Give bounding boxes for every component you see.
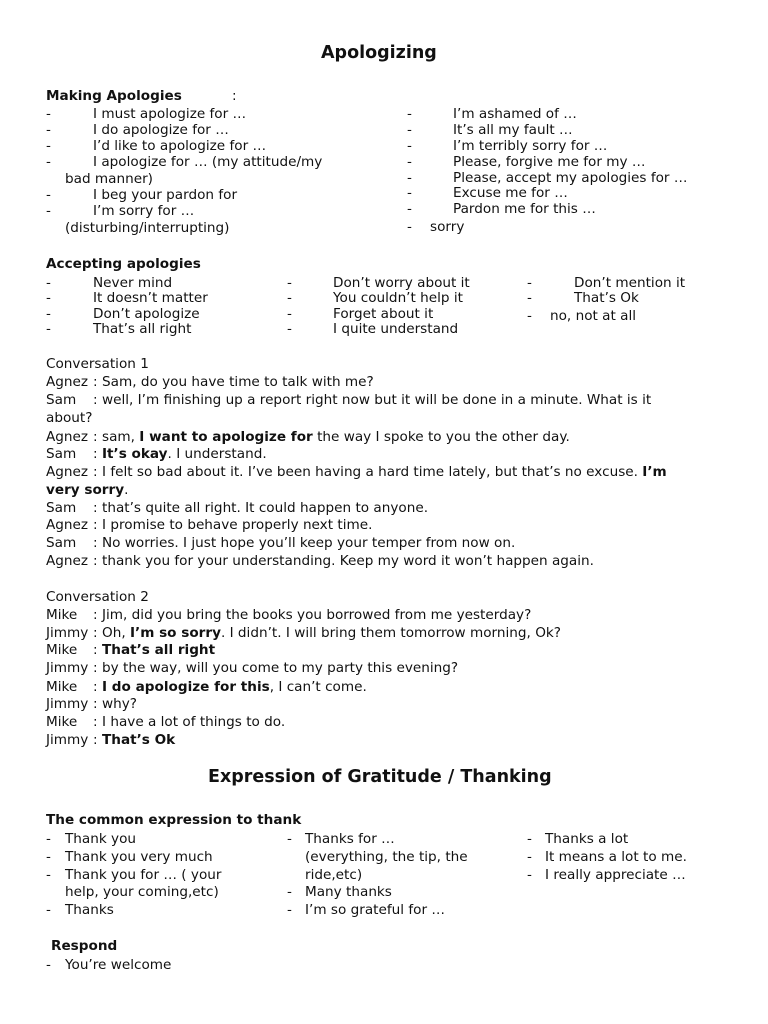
list-item: That’s all right [93,321,192,337]
speaker-separator: : [93,446,98,462]
list-item: Thank you [65,831,137,847]
list-item: Excuse me for … [453,185,568,201]
list-bullet: - [527,867,532,883]
speaker-separator: : [93,535,98,551]
dialogue-text: Sam, do you have time to talk with me? [102,374,374,390]
list-item-continuation: help, your coming,etc) [65,884,219,900]
list-item: I’m sorry for … [93,203,195,219]
speaker-name: Agnez [46,517,89,533]
list-item: Don’t mention it [574,275,686,291]
speaker-name: Jimmy [46,696,89,712]
dialogue-text: I have a lot of things to do. [102,714,286,730]
list-item: You’re welcome [65,957,172,973]
bold-phrase: That’s all right [102,642,216,658]
list-bullet: - [46,321,51,337]
speaker-name: Sam [46,446,77,462]
list-bullet: - [46,957,51,973]
speaker-separator: : [93,714,98,730]
speaker-separator: : [93,553,98,569]
list-bullet: - [46,203,51,219]
conversation-1-heading: Conversation 1 [46,356,149,372]
list-bullet: - [46,187,51,203]
list-item: It’s all my fault … [453,122,573,138]
list-bullet: - [287,884,292,900]
bold-phrase: I’m so sorry [129,625,221,641]
dialogue-text-continuation: very sorry. [46,482,129,498]
speaker-name: Agnez [46,429,89,445]
list-item: Please, forgive me for my … [453,154,646,170]
list-bullet: - [527,308,532,324]
bold-phrase: That’s Ok [102,732,176,748]
list-item: Don’t apologize [93,306,200,322]
speaker-name: Jimmy [46,660,89,676]
list-bullet: - [46,290,51,306]
dialogue-text: that’s quite all right. It could happen to anyone. [102,500,429,516]
list-item: Thanks a lot [545,831,629,847]
list-item: That’s Ok [574,290,639,306]
list-item: no, not at all [550,308,637,324]
list-bullet: - [46,831,51,847]
list-item: I’m so grateful for … [305,902,445,918]
dialogue-text: I do apologize for this, I can’t come. [102,679,367,695]
bold-phrase: very sorry [46,482,125,498]
bold-phrase: It’s okay [102,446,168,462]
list-item: Forget about it [333,306,434,322]
speaker-separator: : [93,517,98,533]
list-bullet: - [287,321,292,337]
speaker-separator: : [93,660,98,676]
speaker-name: Jimmy [46,732,89,748]
list-item: Please, accept my apologies for … [453,170,688,186]
list-item: I must apologize for … [93,106,247,122]
list-bullet: - [46,106,51,122]
list-item: I do apologize for … [93,122,229,138]
list-bullet: - [527,290,532,306]
speaker-name: Agnez [46,553,89,569]
dialogue-text: thank you for your understanding. Keep my word it won’t happen again. [102,553,594,569]
dialogue-text: by the way, will you come to my party this evening? [102,660,459,676]
list-bullet: - [46,849,51,865]
list-bullet: - [46,902,51,918]
list-item: Don’t worry about it [333,275,470,291]
speaker-separator: : [93,732,98,748]
list-bullet: - [46,154,51,170]
list-item-continuation: bad manner) [65,171,153,187]
list-bullet: - [407,170,412,186]
list-bullet: - [527,831,532,847]
speaker-name: Jimmy [46,625,89,641]
list-item: Many thanks [305,884,392,900]
bold-phrase: I’m [642,464,667,480]
speaker-separator: : [93,429,98,445]
list-bullet: - [287,290,292,306]
list-bullet: - [287,306,292,322]
speaker-separator: : [93,696,98,712]
list-bullet: - [407,106,412,122]
speaker-name: Mike [46,607,78,623]
dialogue-text: No worries. I just hope you’ll keep your temper from now on. [102,535,516,551]
speaker-name: Sam [46,392,77,408]
speaker-name: Sam [46,500,77,516]
dialogue-text: I promise to behave properly next time. [102,517,373,533]
list-item: Thank you very much [65,849,213,865]
list-bullet: - [527,275,532,291]
speaker-name: Sam [46,535,77,551]
list-item: Thank you for … ( your [65,867,222,883]
speaker-name: Mike [46,679,78,695]
list-item-continuation: (disturbing/interrupting) [65,220,230,236]
speaker-separator: : [93,392,98,408]
list-item-continuation: (everything, the tip, the [305,849,468,865]
list-item: I beg your pardon for [93,187,238,203]
list-bullet: - [46,275,51,291]
making-apologies-heading: Making Apologies [46,88,182,104]
speaker-name: Mike [46,642,78,658]
list-bullet: - [287,831,292,847]
list-bullet: - [407,219,412,235]
list-item: You couldn’t help it [333,290,463,306]
speaker-name: Agnez [46,464,89,480]
bold-phrase: I want to apologize for [139,429,313,445]
list-bullet: - [46,867,51,883]
bold-phrase: I do apologize for this [102,679,270,695]
list-item: It means a lot to me. [545,849,687,865]
list-bullet: - [46,138,51,154]
speaker-separator: : [93,642,98,658]
list-bullet: - [407,154,412,170]
dialogue-text: It’s okay. I understand. [102,446,267,462]
list-bullet: - [46,306,51,322]
conversation-2-heading: Conversation 2 [46,589,149,605]
common-expression-heading: The common expression to thank [46,812,302,828]
list-bullet: - [407,138,412,154]
list-bullet: - [287,275,292,291]
list-item: Thanks for … [305,831,395,847]
dialogue-text: why? [102,696,137,712]
list-bullet: - [407,122,412,138]
section-title: Expression of Gratitude / Thanking [208,767,552,787]
page-title: Apologizing [321,43,437,63]
list-item-continuation: ride,etc) [305,867,363,883]
list-bullet: - [46,122,51,138]
dialogue-text: Jim, did you bring the books you borrowed from me yesterday? [102,607,532,623]
list-item: I apologize for … (my attitude/my [93,154,323,170]
respond-heading: Respond [51,938,118,954]
speaker-name: Mike [46,714,78,730]
list-item: Never mind [93,275,173,291]
dialogue-text: well, I’m finishing up a report right now but it will be done in a minute. What is it [102,392,652,408]
list-item: I’m terribly sorry for … [453,138,608,154]
list-item: It doesn’t matter [93,290,208,306]
speaker-separator: : [93,500,98,516]
list-item: I’d like to apologize for … [93,138,267,154]
dialogue-text: Oh, I’m so sorry. I didn’t. I will bring them tomorrow morning, Ok? [102,625,561,641]
list-item: Pardon me for this … [453,201,596,217]
speaker-separator: : [93,374,98,390]
dialogue-text: sam, I want to apologize for the way I spoke to you the other day. [102,429,570,445]
accepting-apologies-heading: Accepting apologies [46,256,201,272]
speaker-separator: : [93,607,98,623]
dialogue-text-continuation: about? [46,410,93,426]
dialogue-text [102,642,215,658]
list-bullet: - [527,849,532,865]
speaker-name: Agnez [46,374,89,390]
list-item: I really appreciate … [545,867,686,883]
list-item: Thanks [65,902,114,918]
dialogue-text: I felt so bad about it. I’ve been having a hard time lately, but that’s no excuse. I’m [102,464,667,480]
speaker-separator: : [93,464,98,480]
list-item: I quite understand [333,321,459,337]
speaker-separator: : [93,679,98,695]
list-item: sorry [430,219,465,235]
list-bullet: - [407,201,412,217]
dialogue-text [102,732,175,748]
speaker-separator: : [93,625,98,641]
list-item: I’m ashamed of … [453,106,577,122]
list-bullet: - [407,185,412,201]
list-bullet: - [287,902,292,918]
heading-colon: : [232,88,237,104]
